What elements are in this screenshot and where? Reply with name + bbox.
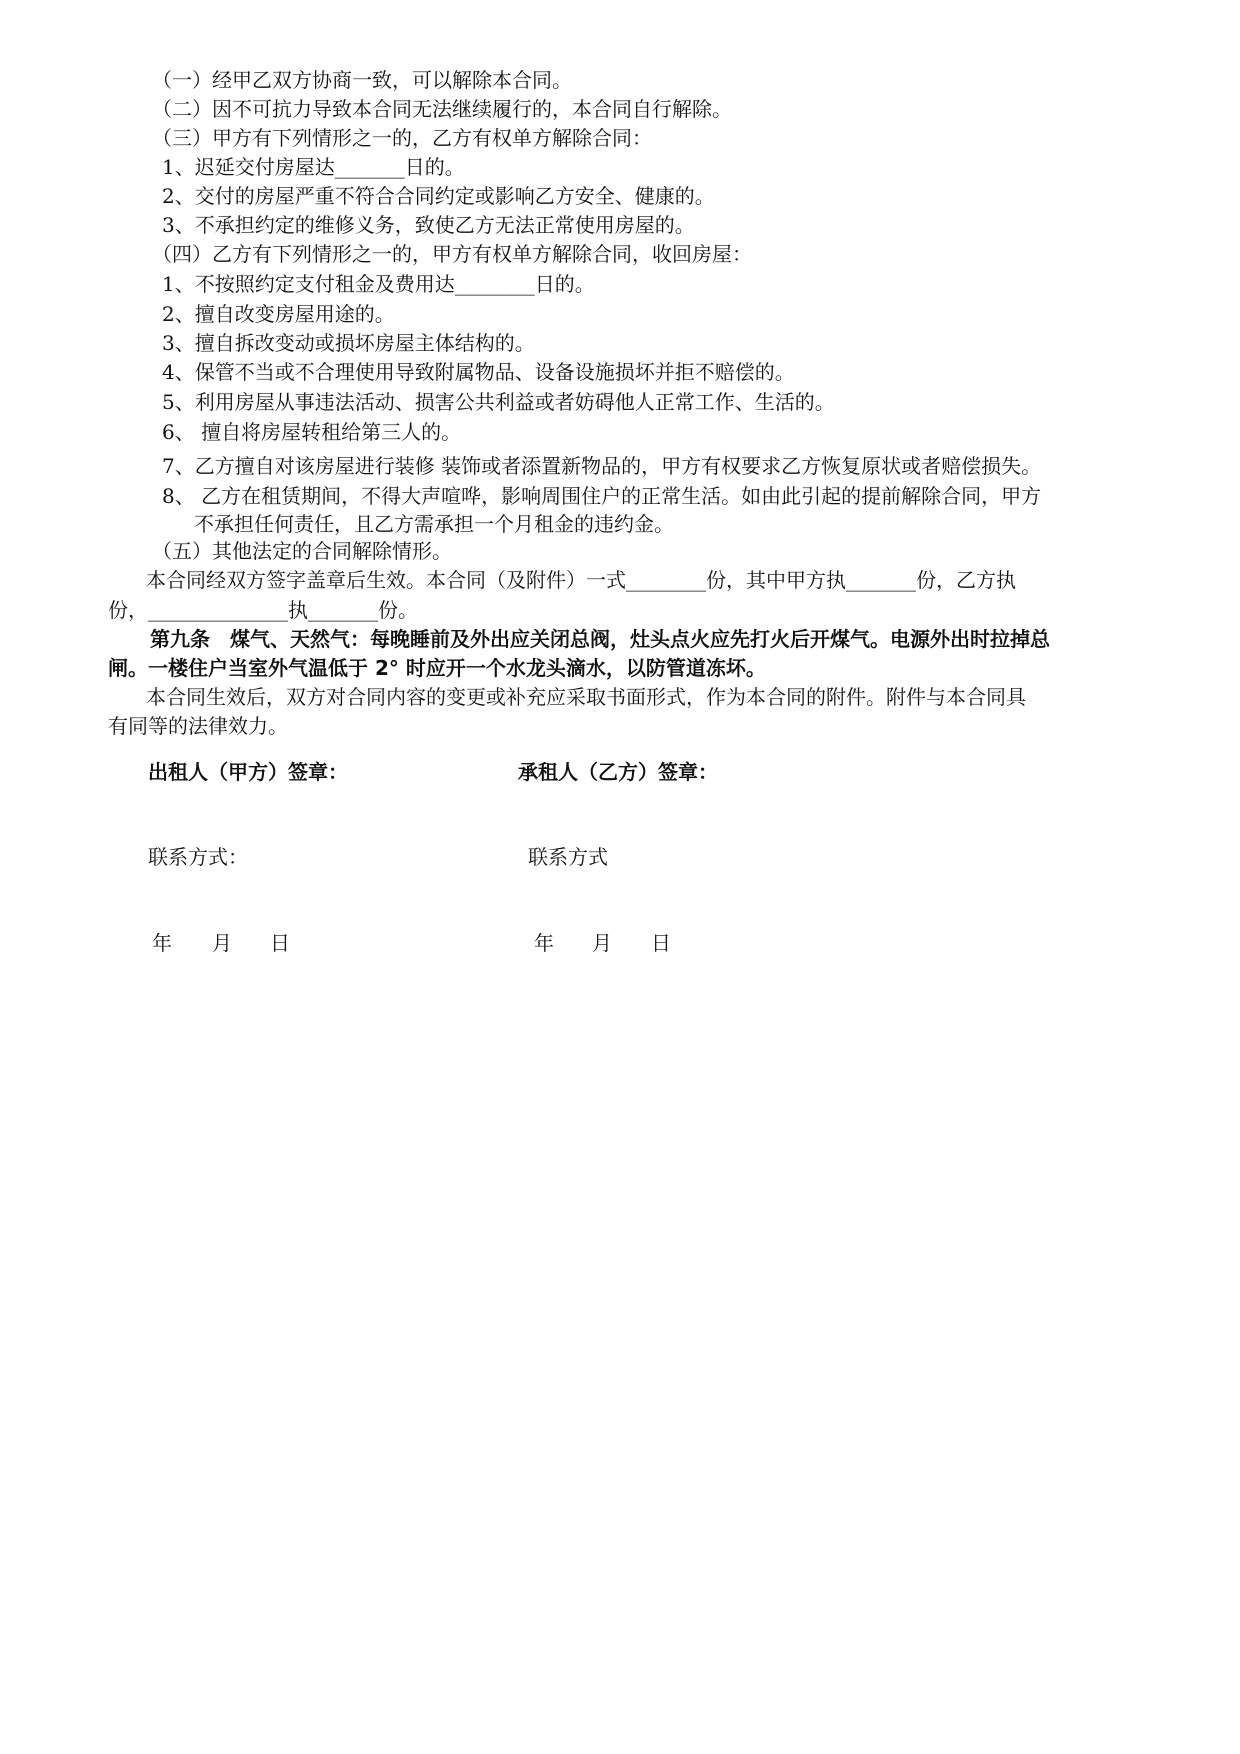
lessor-date-year: 年 [152, 931, 172, 955]
amendment-line-1: 本合同生效后，双方对合同内容的变更或补充应采取书面形式，作为本合同的附件。附件与本合同具 [146, 685, 1026, 709]
clause-line-1: （一）经甲乙双方协商一致，可以解除本合同。 [152, 68, 572, 92]
clause-line-5: 2、交付的房屋严重不符合合同约定或影响乙方安全、健康的。 [162, 184, 715, 208]
article-nine-line-1: 第九条 煤气、天然气：每晚睡前及外出应关闭总阀，灶头点火应先打火后开煤气。电源外出时拉掉总 [150, 627, 1050, 651]
clause-line-2: （二）因不可抗力导致本合同无法继续履行的，本合同自行解除。 [152, 97, 732, 121]
clause-line-17: （五）其他法定的合同解除情形。 [152, 539, 452, 563]
lessee-date-day: 日 [651, 931, 671, 955]
clause-line-15: 8、 乙方在租赁期间，不得大声喧哗，影响周围住户的正常生活。如由此引起的提前解除合同，甲方 [162, 484, 1042, 508]
clause-line-14: 7、乙方擅自对该房屋进行装修 装饰或者添置新物品的，甲方有权要求乙方恢复原状或者赔偿损失。 [162, 454, 1042, 478]
clause-line-11: 4、保管不当或不合理使用导致附属物品、设备设施损坏并拒不赔偿的。 [162, 360, 795, 384]
clause-line-8: 1、不按照约定支付租金及费用达________日的。 [162, 272, 595, 296]
lessee-signature-label: 承租人（乙方）签章： [518, 760, 718, 784]
clause-line-12: 5、利用房屋从事违法活动、损害公共利益或者妨碍他人正常工作、生活的。 [162, 390, 835, 414]
effect-paragraph-line-1: 本合同经双方签字盖章后生效。本合同（及附件）一式________份，其中甲方执_______份，乙方执 [146, 568, 1016, 592]
lessor-contact-label: 联系方式： [148, 845, 248, 869]
lessee-contact-label: 联系方式 [528, 845, 608, 869]
lessee-date-year: 年 [534, 931, 554, 955]
clause-line-3: （三）甲方有下列情形之一的，乙方有权单方解除合同： [152, 126, 652, 150]
clause-line-7: （四）乙方有下列情形之一的，甲方有权单方解除合同，收回房屋： [152, 242, 752, 266]
clause-line-13: 6、 擅自将房屋转租给第三人的。 [162, 420, 462, 444]
clause-line-16: 不承担任何责任，且乙方需承担一个月租金的违约金。 [194, 512, 674, 536]
effect-paragraph-line-2: 份，______________执_______份。 [108, 598, 418, 622]
article-nine-line-2: 闸。一楼住户当室外气温低于 2° 时应开一个水龙头滴水，以防管道冻坏。 [108, 656, 766, 680]
lessee-date-month: 月 [592, 931, 612, 955]
clause-line-6: 3、不承担约定的维修义务，致使乙方无法正常使用房屋的。 [162, 213, 695, 237]
clause-line-9: 2、擅自改变房屋用途的。 [162, 302, 395, 326]
lessor-signature-label: 出租人（甲方）签章： [148, 760, 348, 784]
lessor-date-month: 月 [212, 931, 232, 955]
lessor-date-day: 日 [270, 931, 290, 955]
amendment-line-2: 有同等的法律效力。 [108, 714, 288, 738]
clause-line-10: 3、擅自拆改变动或损坏房屋主体结构的。 [162, 331, 535, 355]
clause-line-4: 1、迟延交付房屋达_______日的。 [162, 155, 465, 179]
